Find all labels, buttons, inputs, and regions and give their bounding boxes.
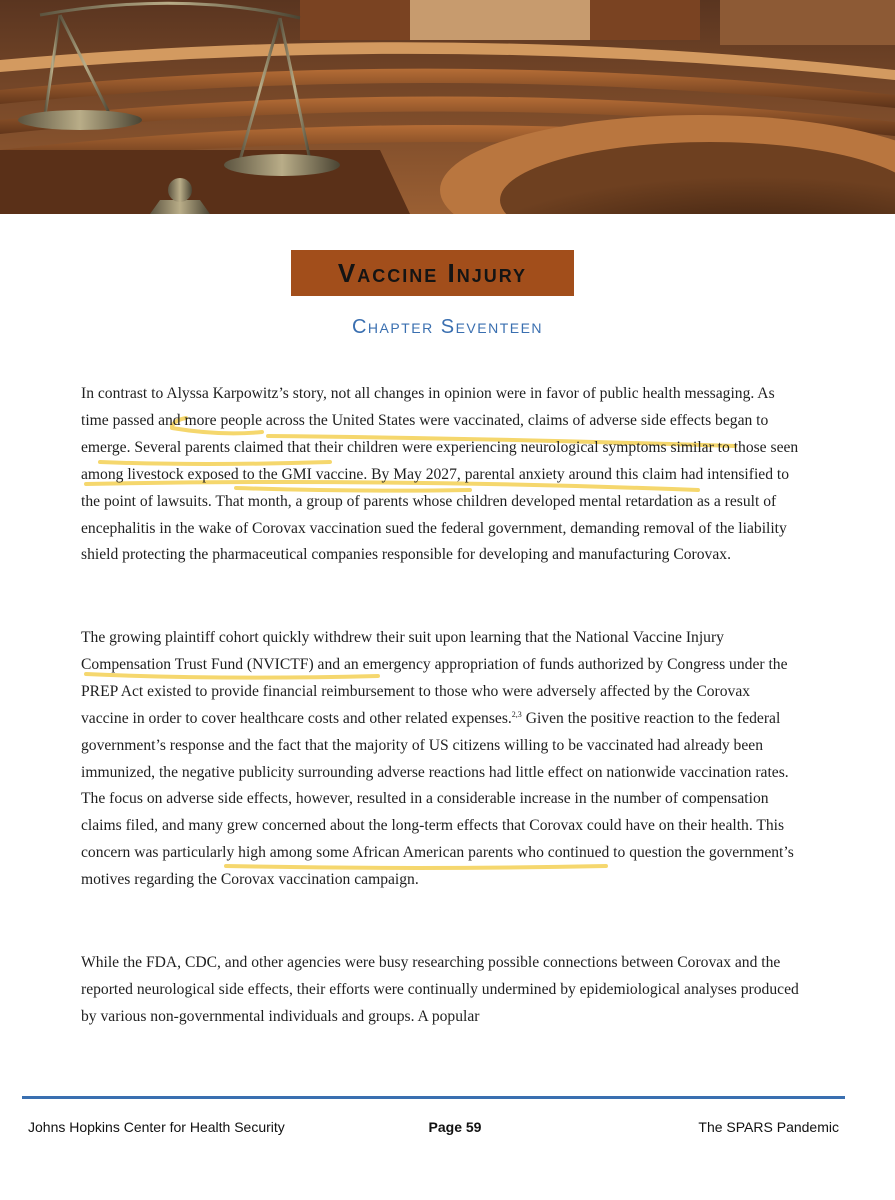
paragraph-1: In contrast to Alyssa Karpowitz’s story, not all changes in opinion were in favor of public health messaging. As time passed and more people across the United States were vaccinated, claims of adverse side effects began to emerge. Several parents claimed that their children were experiencing neurological symptoms similar to those seen among livestock exposed to the GMI vaccine. By May 2027, parental anxiety around this claim had intensified to the point of lawsuits. That month, a group of parents whose children developed mental retardation as a result of encephalitis in the wake of Corovax vaccination sued the federal government, demanding removal of the liability shield protecting the pharmaceutical companies responsible for developing and manufacturing Corovax. [81,385,799,564]
paragraph-2-text-before: The growing plaintiff cohort quickly withdrew their suit upon learning that the National Vaccine Injury Compensation Trust Fund (NVICTF) and an emergency appropriation of funds authorized by Congress under the PREP Act existed to provide financial reimbursement to those who were adversely affected by the Corovax vaccine in order to cover healthcare costs and other related expenses. [81,629,788,727]
footnote-ref[interactable]: 2,3 [511,709,522,719]
paragraph-2 [81,625,801,894]
paragraph-2-text-after: Given the positive reaction to the federal government’s response and the fact that the majority of US citizens willing to be vaccinated had already been immunized, the negative publicity surrounding adverse reactions had little effect on nationwide vaccination rates. The focus on adverse side effects, however, resulted in a considerable increase in the number of compensation claims filed, and many grew concerned about the long-term effects that Corovax could have on their health. This concern was particularly high among some African American parents who continued to question the government’s motives regarding the Corovax vaccination campaign. [81,709,794,889]
footer-document-title: The SPARS Pandemic [698,1119,839,1135]
chapter-title-banner [291,250,574,296]
header-illustration [0,0,895,214]
page-number: Page 59 [428,1119,482,1135]
footer-organization: Johns Hopkins Center for Health Security [28,1119,285,1135]
courtroom-scales-image [0,0,895,214]
paragraph-3: While the FDA, CDC, and other agencies were busy researching possible connections between Corovax and the reported neurological side effects, their efforts were continually undermined by epidemiological analyses produced by various non-governmental individuals and groups. A popular [81,954,799,1025]
chapter-subtitle: Chapter Seventeen [351,316,544,338]
chapter-title: Vaccine Injury [337,257,528,288]
footer-rule [22,1096,845,1099]
